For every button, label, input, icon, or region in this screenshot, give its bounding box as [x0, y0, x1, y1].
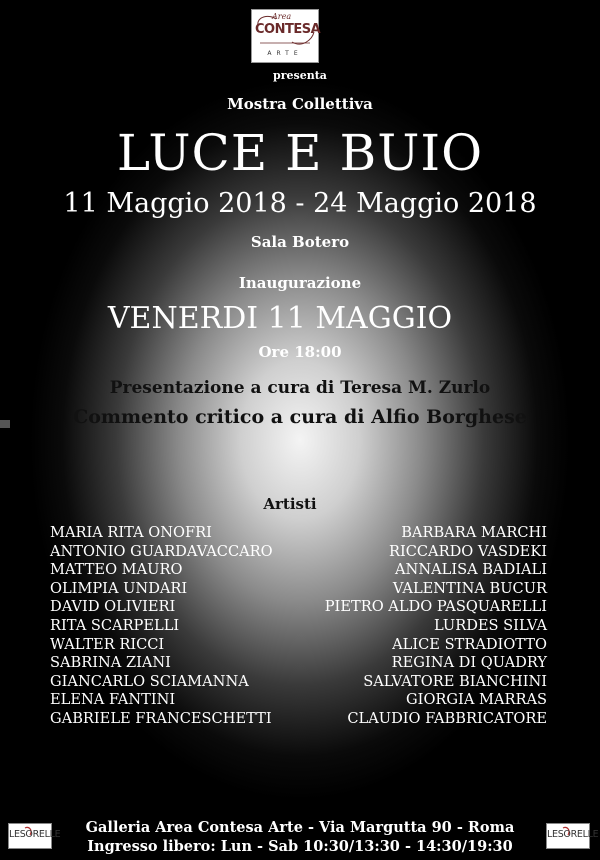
artist-name: CLAUDIO FABBRICATORE [347, 709, 547, 727]
artist-name: SALVATORE BIANCHINI [363, 672, 547, 690]
footer [0, 810, 600, 860]
exhibition-type: Mostra Collettiva [227, 95, 373, 113]
opening-day: VENERDI 11 MAGGIO [107, 301, 453, 336]
badge-text: LESORELLE [547, 829, 599, 840]
opening-label: Inaugurazione [238, 274, 362, 292]
artist-name: RITA SCARPELLI [50, 616, 180, 634]
artist-name: OLIMPIA UNDARI [50, 579, 188, 597]
venue-room: Sala Botero [250, 233, 350, 251]
artists-left-column [50, 524, 273, 729]
gallery-address: Galleria Area Contesa Arte - Via Margutta 90 - Roma [85, 819, 515, 836]
artist-name: GIANCARLO SCIAMANNA [50, 672, 249, 690]
artist-name: LURDES SILVA [434, 616, 547, 634]
artist-name: MATTEO MAURO [50, 561, 183, 579]
artist-name: ALICE STRADIOTTO [392, 635, 547, 653]
badge-text: LESORELLE [9, 829, 61, 840]
logo-area-text: Area [272, 12, 292, 21]
contesa-logo [251, 9, 319, 63]
artist-name: PIETRO ALDO PASQUARELLI [324, 598, 547, 616]
artist-name: RICCARDO VASDEKI [388, 542, 547, 560]
artists-right-column [325, 524, 547, 729]
commentary-credit: Commento critico a cura di Alfio Borghese [73, 406, 527, 428]
artist-name: ANNALISA BADIALI [395, 561, 547, 579]
artist-name: GABRIELE FRANCESCHETTI [50, 709, 272, 727]
presenta-text: presenta [273, 69, 327, 82]
artist-name: REGINA DI QUADRY [391, 654, 547, 672]
artist-name: ANTONIO GUARDAVACCARO [50, 542, 273, 560]
logo-arte-text: ARTE [267, 50, 303, 57]
artist-name: DAVID OLIVIERI [50, 598, 176, 616]
artist-name: BARBARA MARCHI [401, 524, 547, 541]
artist-name: ELENA FANTINI [50, 691, 176, 709]
presentation-credit: Presentazione a cura di Teresa M. Zurlo [109, 378, 491, 398]
logo-contesa-text: CONTESA [255, 22, 321, 37]
artist-name: MARIA RITA ONOFRI [50, 524, 212, 541]
artist-name: GIORGIA MARRAS [406, 691, 547, 709]
artists-heading: Artisti [263, 495, 317, 513]
exhibition-title: LUCE E BUIO [116, 124, 484, 182]
artist-name: VALENTINA BUCUR [392, 579, 547, 597]
le-sorelle-logo-left [8, 823, 61, 849]
exhibition-dates: 11 Maggio 2018 - 24 Maggio 2018 [63, 188, 537, 219]
le-sorelle-logo-right [546, 823, 599, 849]
opening-hours: Ingresso libero: Lun - Sab 10:30/13:30 - 14:30/19:30 [87, 838, 513, 855]
opening-time: Ore 18:00 [258, 343, 342, 361]
artist-name: SABRINA ZIANI [50, 654, 171, 672]
artist-name: WALTER RICCI [50, 635, 165, 653]
